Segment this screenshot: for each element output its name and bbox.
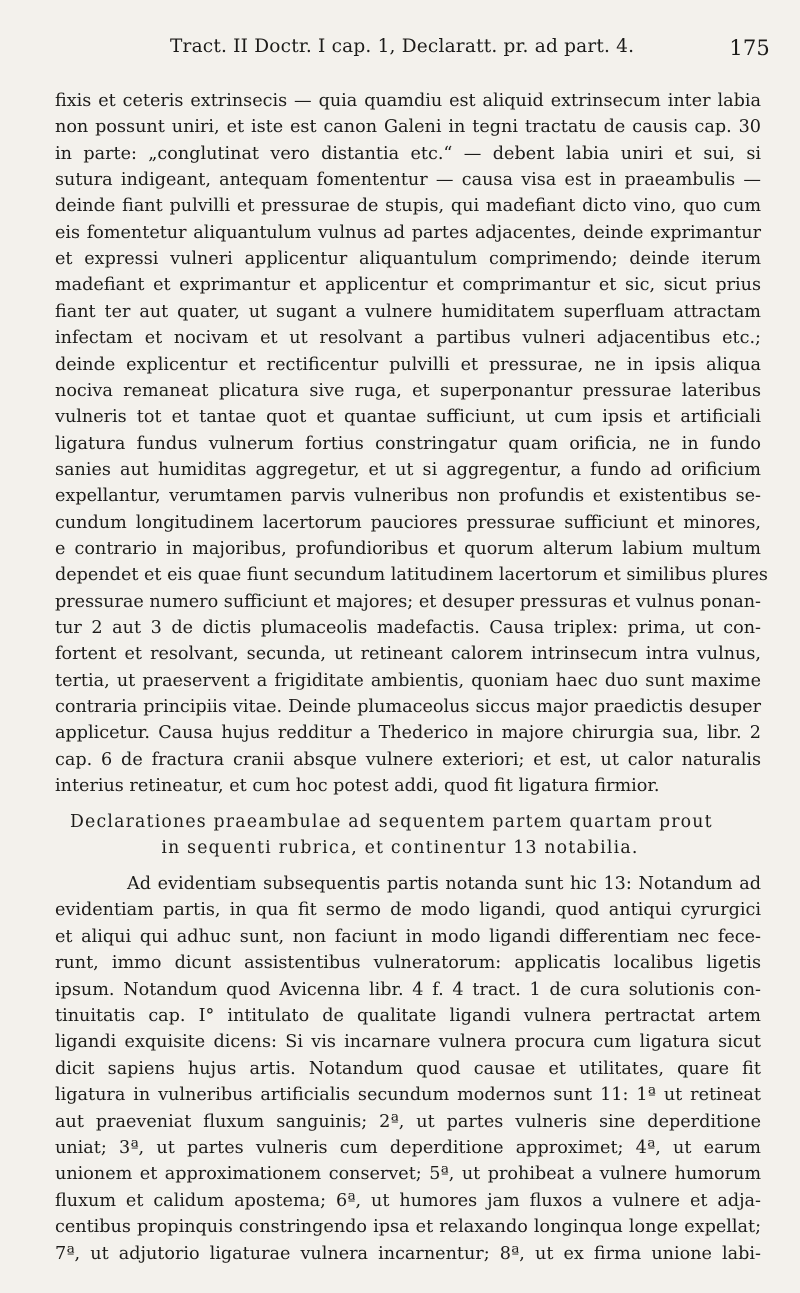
text-line: deinde fiant pulvilli et pressurae de stupis, qui madefiant dicto vino, quo cum: [55, 196, 761, 217]
text-line: ligatura fundus vulnerum fortius constringatur quam orificia, ne in fundo: [55, 433, 761, 454]
text-line: et expressi vulneri applicentur aliquantulum comprimendo; deinde iterum: [55, 249, 761, 270]
text-line: evidentiam partis, in qua fit sermo de modo ligandi, quod antiqui cyrurgici: [55, 900, 761, 921]
text-line: tinuitatis cap. I° intitulato de qualitate ligandi vulnera pertractat artem: [55, 1006, 761, 1026]
text-line: ligatura in vulneribus artificialis secundum modernos sunt 11: 1ª ut retineat: [55, 1085, 761, 1106]
text-line: contraria principiis vitae. Deinde plumaceolus siccus major praedictis desuper: [55, 697, 761, 718]
text-line: eis fomentetur aliquantulum vulnus ad partes adjacentes, deinde exprimantur: [55, 222, 761, 243]
text-line: dependet et eis quae fiunt secundum latitudinem lacertorum et similibus plures: [55, 565, 768, 586]
running-title: Tract. II Doctr. I cap. 1, Declaratt. pr. ad part. 4.: [170, 36, 635, 57]
text-line: aut praeveniat fluxum sanguinis; 2ª, ut partes vulneris sine deperditione: [55, 1111, 761, 1132]
text-line: uniat; 3ª, ut partes vulneris cum deperditione approximet; 4ª, ut earum: [55, 1138, 761, 1158]
text-line: ligandi exquisite dicens: Si vis incarnare vulnera procura cum ligatura sicut: [55, 1032, 761, 1053]
text-line: interius retineatur, et cum hoc potest addi, quod fit ligatura firmior.: [55, 776, 660, 797]
text-line: fluxum et calidum apostema; 6ª, ut humores jam fluxos a vulnere et adja-: [55, 1190, 761, 1211]
text-line: unionem et approximationem conservet; 5ª, ut prohibeat a vulnere humorum: [55, 1164, 761, 1185]
text-line: 7ª, ut adjutorio ligaturae vulnera incarnentur; 8ª, ut ex firma unione labi-: [55, 1243, 761, 1264]
text-line: applicetur. Causa hujus redditur a Thederico in majore chirurgia sua, libr. 2: [55, 723, 761, 744]
text-line: infectam et nocivam et ut resolvant a partibus vulneri adjacentibus etc.;: [55, 328, 761, 349]
section-heading-line-2: in sequenti rubrica, et continentur 13 notabilia.: [161, 838, 639, 858]
text-line: ipsum. Notandum quod Avicenna libr. 4 f. 4 tract. 1 de cura solutionis con-: [55, 979, 761, 1000]
text-line: deinde explicentur et rectificentur pulvilli et pressurae, ne in ipsis aliqua: [55, 354, 761, 375]
text-line: tertia, ut praeservent a frigiditate ambientis, quoniam haec duo sunt maxime: [55, 670, 761, 691]
text-line: dicit sapiens hujus artis. Notandum quod causae et utilitates, quare fit: [55, 1058, 761, 1079]
text-line: nociva remaneat plicatura sive ruga, et superponantur pressurae lateribus: [55, 380, 761, 401]
text-line: non possunt uniri, et iste est canon Galeni in tegni tractatu de causis cap. 30: [55, 117, 761, 138]
text-line: cundum longitudinem lacertorum pauciores pressurae sufficiunt et minores,: [55, 512, 761, 533]
text-line: madefiant et exprimantur et applicentur et comprimantur et sic, sicut prius: [55, 275, 761, 296]
page-number: 175: [729, 36, 770, 60]
text-line: centibus propinquis constringendo ipsa et relaxando longinqua longe expellat;: [55, 1217, 761, 1238]
text-line: cap. 6 de fractura cranii absque vulnere exteriori; et est, ut calor naturalis: [55, 749, 761, 770]
text-line: fortent et resolvant, secunda, ut retineant calorem intrinsecum intra vulnus,: [55, 644, 761, 665]
text-line: e contrario in majoribus, profundioribus et quorum alterum labium multum: [55, 538, 761, 559]
text-line: vulneris tot et tantae quot et quantae sufficiunt, ut cum ipsis et artificiali: [55, 407, 761, 428]
text-line: pressurae numero sufficiunt et majores; et desuper pressuras et vulnus ponan-: [55, 591, 761, 612]
text-line: sutura indigeant, antequam fomententur — causa visa est in praeambulis —: [55, 170, 761, 191]
text-line: sanies aut humiditas aggregetur, et ut si aggregentur, a fundo ad orificium: [55, 459, 761, 480]
text-line: in parte: „conglutinat vero distantia etc.“ — debent labia uniri et sui, si: [55, 143, 761, 164]
text-line: fixis et ceteris extrinsecis — quia quamdiu est aliquid extrinsecum inter labia: [55, 91, 761, 111]
text-line: et aliqui qui adhuc sunt, non faciunt in modo ligandi differentiam nec fece-: [55, 926, 761, 947]
text-line: Ad evidentiam subsequentis partis notanda sunt hic 13: Notandum ad: [127, 874, 761, 894]
text-line: fiant ter aut quater, ut sugant a vulnere humiditatem superfluam attractam: [55, 301, 761, 322]
text-line: expellantur, verumtamen parvis vulneribus non profundis et existentibus se-: [55, 486, 761, 507]
page-header: [170, 36, 770, 62]
text-line: tur 2 aut 3 de dictis plumaceolis madefactis. Causa triplex: prima, ut con-: [55, 618, 761, 638]
text-line: runt, immo dicunt assistentibus vulneratorum: applicatis localibus ligetis: [55, 953, 761, 974]
section-heading-line-1: Declarationes praeambulae ad sequentem partem quartam prout: [70, 812, 713, 832]
